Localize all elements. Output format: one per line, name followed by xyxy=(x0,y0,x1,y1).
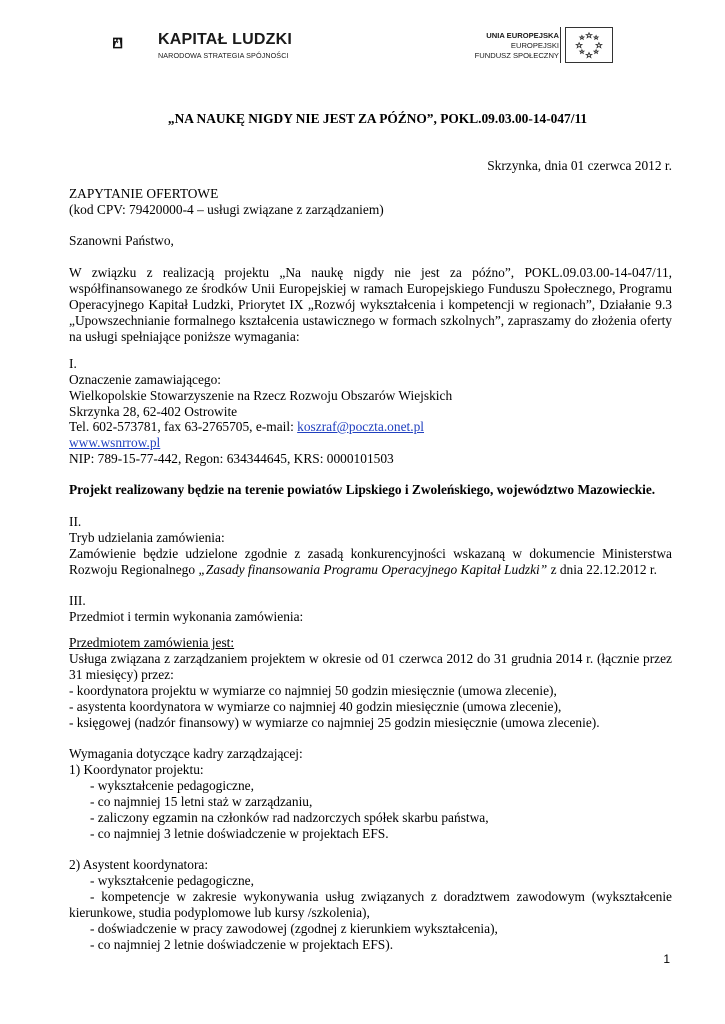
rules-document-title: „Zasady finansowania Programu Operacyjnego Kapitał Ludzki” xyxy=(198,562,548,577)
section-2-line-1: Zamówienie będzie udzielone zgodnie z zasadą konkurencyjności wskazaną w dokumencie Ministerstwa xyxy=(69,546,672,561)
website-line xyxy=(69,435,160,451)
document-date: Skrzynka, dnia 01 czerwca 2012 r. xyxy=(487,158,672,173)
project-area: Projekt realizowany będzie na terenie powiatów Lipskiego i Zwoleńskiego, województwo Mazowieckie. xyxy=(69,482,656,497)
staff-heading: Wymagania dotyczące kadry zarządzającej: xyxy=(69,746,303,761)
subject-line-1: Usługa związana z zarządzaniem projektem w okresie od 01 czerwca 2012 do 31 grudnia 2014 r. (łącznie przez xyxy=(69,651,672,666)
eu-separator xyxy=(560,27,561,63)
section-1-number: I. xyxy=(69,356,77,371)
assistant-req-2a: - kompetencje w zakresie wykonywania usług związanych z doradztwem zawodowym (wykształcenie xyxy=(90,889,672,904)
subject-label: Przedmiotem zamówienia jest: xyxy=(69,635,235,650)
document-title: „NA NAUKĘ NIGDY NIE JEST ZA PÓŹNO”, POKL.09.03.00-14-047/11 xyxy=(167,111,588,126)
coordinator-req-1: - wykształcenie pedagogiczne, xyxy=(90,778,254,793)
coordinator-req-4: - co najmniej 3 letnie doświadczenie w projektach EFS. xyxy=(90,826,389,841)
ministry-name-end: Rozwoju Regionalnego xyxy=(69,562,199,577)
rules-document-date: z dnia 22.12.2012 r. xyxy=(547,562,657,577)
intro-line-3: Operacyjnego Kapitał Ludzki, Priorytet IX „Rozwój wykształcenia i kompetencji w regionach”, Działanie 9.3 xyxy=(69,297,672,312)
assistant-req-4: - co najmniej 2 letnie doświadczenie w projektach EFS). xyxy=(90,937,394,952)
organization-name: Wielkopolskie Stowarzyszenie na Rzecz Rozwoju Obszarów Wiejskich xyxy=(69,388,453,403)
email-link[interactable]: koszraf@poczta.onet.pl xyxy=(297,419,425,434)
logo-title: KAPITAŁ LUDZKI xyxy=(158,31,293,48)
subject-bullet-2: - asystenta koordynatora w wymiarze co najmniej 40 godzin miesięcznie (umowa zlecenie), xyxy=(69,699,562,714)
assistant-req-3: - doświadczenie w pracy zawodowej (zgodnej z kierunkiem wykształcenia), xyxy=(90,921,498,936)
intro-line-2: współfinansowanego ze środków Unii Europejskiej w ramach Europejskiego Funduszu Społecznego, Programu xyxy=(69,281,672,296)
inquiry-heading: ZAPYTANIE OFERTOWE xyxy=(69,186,219,201)
eu-label-line2: EUROPEJSKI xyxy=(510,41,559,50)
assistant-heading: 2) Asystent koordynatora: xyxy=(69,857,209,872)
coordinator-heading: 1) Koordynator projektu: xyxy=(69,762,204,777)
coordinator-req-3: - zaliczony egzamin na członków rad nadzorczych spółek skarbu państwa, xyxy=(90,810,489,825)
subject-bullet-1: - koordynatora projektu w wymiarze co najmniej 50 godzin miesięcznie (umowa zlecenie), xyxy=(69,683,557,698)
coordinator-req-2: - co najmniej 15 letni staż w zarządzaniu, xyxy=(90,794,313,809)
subject-bullet-3: - księgowej (nadzór finansowy) w wymiarze co najmniej 25 godzin miesięcznie (umowa zlecenie). xyxy=(69,715,600,730)
eu-label-line3: FUNDUSZ SPOŁECZNY xyxy=(474,51,559,60)
section-2-heading: Tryb udzielania zamówienia: xyxy=(69,530,225,545)
section-3-heading: Przedmiot i termin wykonania zamówienia: xyxy=(69,609,304,624)
page-number: 1 xyxy=(663,952,670,966)
intro-line-5: na usługi spełniające poniższe wymagania: xyxy=(69,329,300,344)
contact-line xyxy=(69,419,424,435)
assistant-req-1: - wykształcenie pedagogiczne, xyxy=(90,873,254,888)
logo-subtitle: NARODOWA STRATEGIA SPÓJNOŚCI xyxy=(158,51,289,60)
kapital-ludzki-logo xyxy=(112,18,158,68)
assistant-req-2b: kierunkowe, studia podyplomowe lub kursy /szkolenia), xyxy=(69,905,370,920)
eu-flag-icon xyxy=(565,27,613,63)
section-2-number: II. xyxy=(69,514,82,529)
section-2-line-2 xyxy=(69,562,657,578)
subject-line-2: 31 miesięcy) przez: xyxy=(69,667,174,682)
eu-label-line1: UNIA EUROPEJSKA xyxy=(486,31,559,40)
website-link[interactable]: www.wsnrrow.pl xyxy=(69,435,161,450)
section-3-number: III. xyxy=(69,593,86,608)
inquiry-cpv: (kod CPV: 79420000-4 – usługi związane z zarządzaniem) xyxy=(69,202,384,217)
intro-line-1: W związku z realizacją projektu „Na naukę nigdy nie jest za późno”, POKL.09.03.00-14-047/11, xyxy=(69,265,672,280)
organization-address: Skrzynka 28, 62-402 Ostrowite xyxy=(69,404,238,419)
section-1-heading: Oznaczenie zamawiającego: xyxy=(69,372,222,387)
greeting: Szanowni Państwo, xyxy=(69,233,174,248)
contact-phone: Tel. 602-573781, fax 63-2765705, e-mail: xyxy=(69,419,298,434)
intro-line-4: „Upowszechnianie formalnego kształcenia ustawicznego w formach szkolnych”, zapraszamy do złożenia oferty xyxy=(69,313,672,328)
organization-ids: NIP: 789-15-77-442, Regon: 634344645, KRS: 0000101503 xyxy=(69,451,394,466)
